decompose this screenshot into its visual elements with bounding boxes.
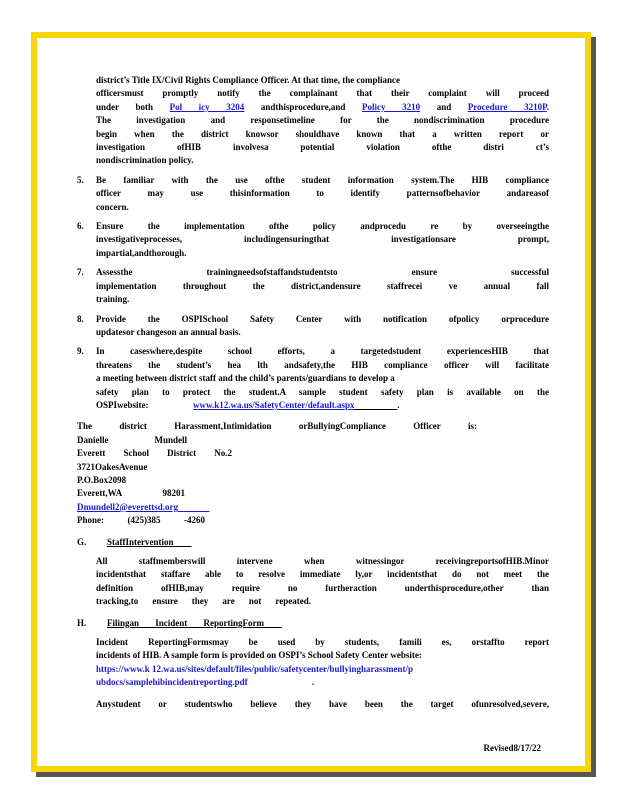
intro-line: investigation ofHIB involvesa potential violation ofthe distri ct’s xyxy=(96,142,549,153)
intro-line: officersmust promptly notify the complainant that their complaint will proceed xyxy=(96,88,549,99)
officer-org: Everett School District No.2 xyxy=(77,448,232,459)
list-number: 5. xyxy=(77,174,84,185)
policy-3210-link[interactable]: Policy 3210 xyxy=(361,101,421,112)
item-line: training. xyxy=(96,294,130,305)
sample-form-url-line1[interactable]: https://www.k 12.wa.us/sites/default/files/public/safetycenter/bullyingharassment/p xyxy=(96,663,414,674)
list-number: 8. xyxy=(77,313,84,324)
item-line: threatens the student’s hea lth andsafety,the HIB compliance officer will facilitate xyxy=(96,359,549,370)
section-line: tracking,to ensure they are not repeated. xyxy=(96,596,311,607)
item-line: OSPIwebsite: www.k12.wa.us/SafetyCenter/default.aspx . xyxy=(96,399,400,410)
intro-paragraph xyxy=(96,74,549,168)
section-line: Incident ReportingFormsmay be used by students, famili es, orstaffto report xyxy=(96,637,549,648)
intro-text: andthisprocedure,and xyxy=(260,101,346,112)
sample-form-url-line2 xyxy=(96,676,549,689)
document-body xyxy=(77,74,549,711)
officer-city: Everett,WA 98201 xyxy=(77,488,185,499)
item-line: concern. xyxy=(96,201,129,212)
item-text: OSPIwebsite: xyxy=(96,399,149,410)
intro-text: . xyxy=(546,101,549,112)
item-line: investigativeprocesses, includingensuringthat investigationsare prompt, xyxy=(96,234,549,245)
section-h-heading xyxy=(77,617,549,630)
list-item-9 xyxy=(77,345,549,412)
item-line: officer may use thisinformation to identify patternsofbehavior andareasof xyxy=(96,188,549,199)
item-line: implementation throughout the district,andensure staffrecei ve annual fall xyxy=(96,280,549,291)
list-item-7 xyxy=(77,266,549,306)
sample-form-url[interactable]: ubdocs/samplehibincidentreporting.pdf xyxy=(96,677,248,688)
item-line: Ensure the implementation ofthe policy andprocedu re by overseeingthe xyxy=(96,221,549,232)
safety-center-link[interactable]: www.k12.wa.us/SafetyCenter/default.aspx xyxy=(193,399,355,410)
policy-3204-link[interactable]: Pol icy 3204 xyxy=(169,101,245,112)
intro-text: under both xyxy=(96,101,153,112)
intro-line: nondiscrimination policy. xyxy=(96,155,194,166)
item-line: impartial,andthorough. xyxy=(96,247,187,258)
intro-line: district’s Title IX/Civil Rights Compliance Officer. At that time, the compliance xyxy=(96,75,400,85)
officer-email-line xyxy=(77,501,549,514)
section-g-heading xyxy=(77,536,549,549)
section-g-body xyxy=(96,555,549,609)
compliance-officer-block xyxy=(77,420,549,527)
page-frame xyxy=(31,32,591,772)
item-line: updatesor changeson an annual basis. xyxy=(96,326,241,337)
item-line: In caseswhere,despite school efforts, a targetedstudent experiencesHIB that xyxy=(96,346,549,357)
section-title: Filingan Incident ReportingForm xyxy=(107,617,265,628)
list-number: 9. xyxy=(77,346,84,357)
procedure-3210p-link[interactable]: Procedure 3210P xyxy=(467,101,547,112)
section-h-body xyxy=(96,636,549,711)
officer-street: 3721OakesAvenue xyxy=(77,461,148,472)
officer-phone: Phone: (425)385 -4260 xyxy=(77,515,205,526)
officer-pobox: P.O.Box2098 xyxy=(77,474,127,485)
list-item-5 xyxy=(77,174,549,214)
section-title: StaffIntervention xyxy=(107,536,174,547)
list-item-8 xyxy=(77,313,549,340)
url-period: . xyxy=(311,677,315,688)
item-line: Provide the OSPISchool Safety Center with notification ofpolicy orprocedure xyxy=(96,313,549,324)
intro-line: begin when the district knowsor shouldhave known that a written report or xyxy=(96,128,549,139)
section-line: All staffmemberswill intervene when witnessingor receivingreportsofHIB.Minor xyxy=(96,556,549,566)
section-letter: H. xyxy=(77,617,87,628)
section-line: incidentsthat staffare able to resolve immediate ly,or incidentsthat do not meet the xyxy=(96,569,549,580)
list-number: 6. xyxy=(77,221,84,232)
list-item-6 xyxy=(77,220,549,260)
item-line: safety plan to protect the student.A sample student safety plan is available on the xyxy=(96,386,549,397)
item-line: Assessthe trainingneedsofstaffandstudentsto ensure successful xyxy=(96,267,549,278)
item-line: Be familiar with the use ofthe student information system.The HIB compliance xyxy=(96,174,549,185)
intro-line xyxy=(96,101,549,114)
officer-email-link[interactable]: Dmundell2@everettsd.org xyxy=(77,501,178,512)
section-line: Anystudent or studentswho believe they have been the target ofunresolved,severe, xyxy=(96,698,549,709)
officer-name: Danielle Mundell xyxy=(77,434,187,445)
intro-text: and xyxy=(436,101,452,112)
section-line: incidents of HIB. A sample form is provided on OSPI’s School Safety Center website: xyxy=(96,650,422,661)
officer-label: The district Harassment,Intimidation orBullyingCompliance Officer is: xyxy=(77,421,477,432)
revision-date: Revised8/17/22 xyxy=(483,743,541,753)
list-number: 7. xyxy=(77,267,84,278)
item-line: a meeting between district staff and the child’s parents/guardians to develop a xyxy=(96,373,395,384)
section-line: definition ofHIB,may require no furtheraction underthisprocedure,other than xyxy=(96,582,549,593)
section-letter: G. xyxy=(77,536,87,547)
intro-line: The investigation and responsetimeline for the nondiscrimination procedure xyxy=(96,115,549,126)
